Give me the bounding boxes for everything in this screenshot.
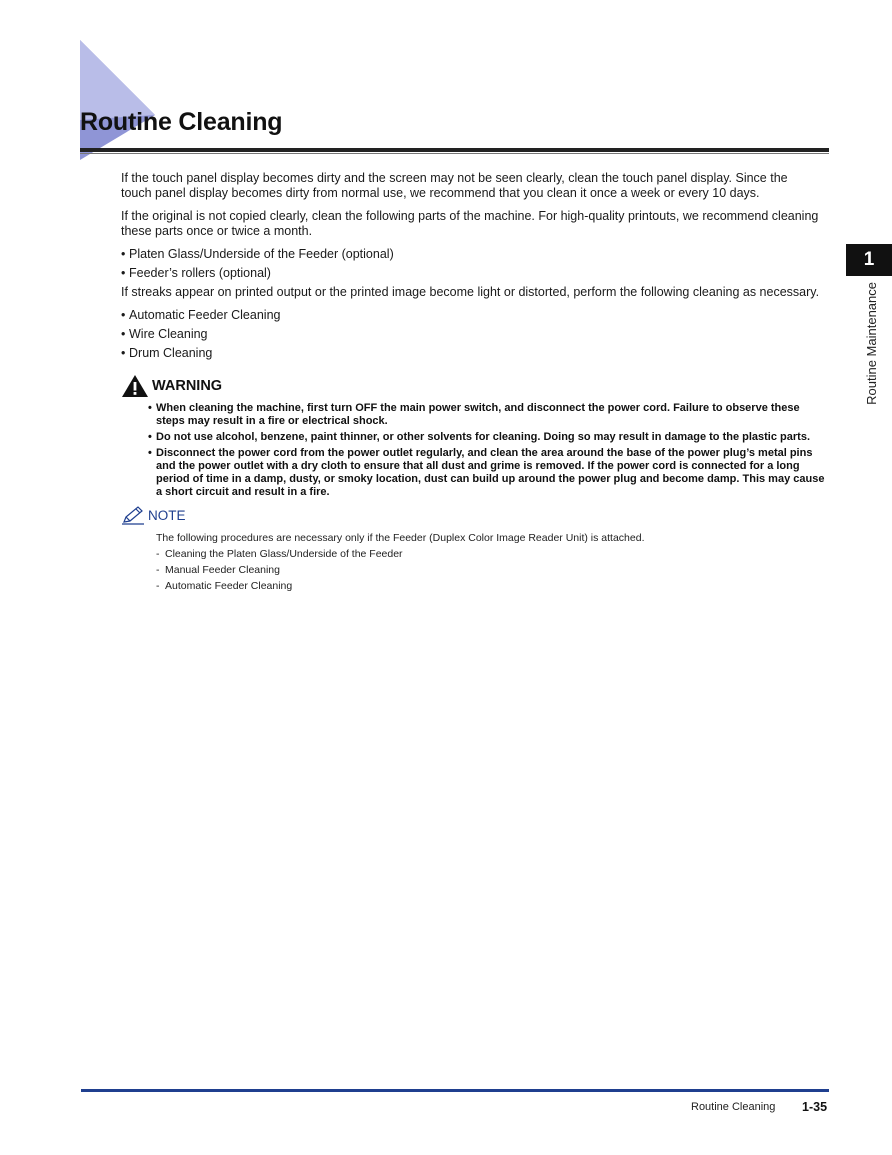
title-rule [80,148,829,152]
page-title: Routine Cleaning [80,108,283,136]
title-rule-thin [80,153,829,154]
parts-list [121,247,821,281]
note-box [121,504,831,594]
note-text: The following procedures are necessary only if the Feeder (Duplex Color Image Reader Unit) is attached. [156,532,645,544]
list-item: • Do not use alcohol, benzene, paint thinner, or other solvents for cleaning. Doing so may result in damage to the plastic parts. [148,431,810,443]
footer-section-title: Routine Cleaning [691,1101,776,1113]
list-item: • Automatic Feeder Cleaning [121,308,281,322]
list-item: • Disconnect the power cord from the power outlet regularly, and clean the area around the base of the power plug’s metal pins and the power outlet with a dry cloth to ensure that all dust and grime is removed. If the power cord is connected for a long period of time in a damp, dusty, or smoky location, dust can build up around the power plug and become damp. This may cause a short circuit and result in a fire. [148,447,825,498]
intro-section [121,171,821,365]
warning-list [148,402,831,499]
list-item: - Automatic Feeder Cleaning [156,580,293,592]
intro-paragraph-1: If the touch panel display becomes dirty and the screen may not be seen clearly, clean the touch panel display. Since the touch panel display becomes dirty from normal use, we recommend that you clean it once a week or every 10 days. [121,171,788,200]
pencil-icon [121,505,145,525]
list-item: • Drum Cleaning [121,346,213,360]
note-title: NOTE [148,507,186,523]
list-item: • Feeder’s rollers (optional) [121,266,271,280]
warning-triangle-icon [121,374,149,398]
footer-rule [81,1089,829,1092]
note-list [156,546,831,594]
list-item: • Wire Cleaning [121,327,208,341]
warning-box [121,373,831,502]
intro-paragraph-3: If streaks appear on printed output or the printed image become light or distorted, perform the following cleaning as necessary. [121,285,820,299]
warning-header [121,373,831,399]
intro-paragraph-2: If the original is not copied clearly, clean the following parts of the machine. For high-quality printouts, we recommend cleaning these parts once or twice a month. [121,209,819,238]
chapter-number-tab[interactable]: 1 [846,244,892,276]
list-item: • Platen Glass/Underside of the Feeder (optional) [121,247,394,261]
note-header [121,504,831,526]
list-item: • When cleaning the machine, first turn OFF the main power switch, and disconnect the power cord. Failure to observe these steps may result in a fire or electrical shock. [148,402,800,427]
chapter-side-label: Routine Maintenance [864,282,879,405]
list-item: - Cleaning the Platen Glass/Underside of the Feeder [156,548,403,560]
list-item: - Manual Feeder Cleaning [156,564,280,576]
warning-title: WARNING [152,378,223,394]
title-decoration-triangle [80,40,160,160]
cleaning-list [121,308,821,361]
page-number: 1-35 [802,1100,828,1114]
